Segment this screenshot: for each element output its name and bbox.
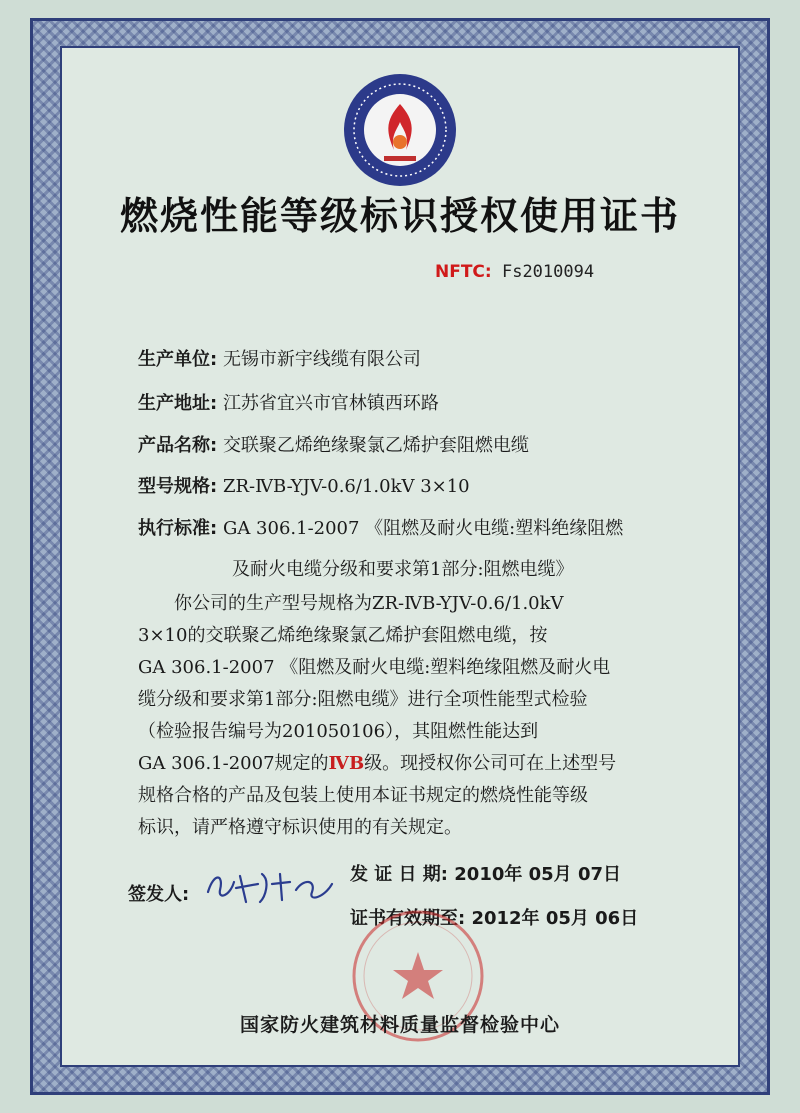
authorization-text [138, 588, 678, 844]
body-line: 标识，请严格遵守标识使用的有关规定。 [138, 817, 462, 838]
body-line: 规格合格的产品及包装上使用本证书规定的燃烧性能等级 [138, 785, 588, 806]
field-value: ZR-ⅣB-YJV-0.6/1.0kV 3×10 [222, 476, 470, 497]
field-manufacturer [138, 345, 421, 371]
issuing-authority: 国家防火建筑材料质量监督检验中心 [239, 1014, 560, 1036]
body-line: GA 306.1-2007 《阻燃及耐火电缆:塑料绝缘阻燃及耐火电 [138, 657, 611, 678]
field-value: 江苏省宜兴市官林镇西环路 [222, 393, 439, 414]
field-address [138, 389, 439, 415]
field-value: GA 306.1-2007 《阻燃及耐火电缆:塑料绝缘阻燃 [222, 518, 624, 539]
certificate-number-label: NFTC: [435, 262, 492, 282]
field-key: 产品名称: [138, 435, 218, 456]
body-line: 3×10的交联聚乙烯绝缘聚氯乙烯护套阻燃电缆，按 [138, 625, 548, 646]
issue-date: 发 证 日 期: 2010年 05月 07日 [350, 864, 621, 885]
field-value: 交联聚乙烯绝缘聚氯乙烯护套阻燃电缆 [222, 435, 529, 456]
field-standard-continued: 及耐火电缆分级和要求第1部分:阻燃电缆》 [232, 559, 574, 580]
center-logo-seal [340, 70, 460, 190]
certificate-number-value: Fs2010094 [501, 262, 595, 282]
body-line: （检验报告编号为201050106），其阻燃性能达到 [138, 721, 539, 742]
field-key: 生产地址: [138, 393, 218, 414]
body-line: 缆分级和要求第1部分:阻燃电缆》进行全项性能型式检验 [138, 689, 588, 710]
field-key: 生产单位: [138, 349, 218, 370]
signer-label: 签发人: [128, 884, 190, 905]
valid-until: 证书有效期至: 2012年 05月 06日 [350, 908, 639, 929]
body-line [138, 748, 678, 780]
field-standard [138, 514, 623, 540]
body-line: 你公司的生产型号规格为ZR-ⅣB-YJV-0.6/1.0kV [174, 593, 564, 614]
certificate-title: 燃烧性能等级标识授权使用证书 [119, 193, 680, 238]
field-product-name [138, 431, 529, 457]
body-text: GA 306.1-2007规定的 [138, 753, 329, 774]
field-key: 型号规格: [138, 476, 218, 497]
body-text: 级。现授权你公司可在上述型号 [364, 753, 617, 774]
field-key: 执行标准: [138, 518, 218, 539]
grade-highlight: ⅣB [328, 753, 365, 774]
field-model [138, 472, 470, 498]
field-value: 无锡市新宇线缆有限公司 [222, 349, 421, 370]
certificate-number [435, 262, 594, 282]
handwritten-signature [200, 862, 340, 910]
